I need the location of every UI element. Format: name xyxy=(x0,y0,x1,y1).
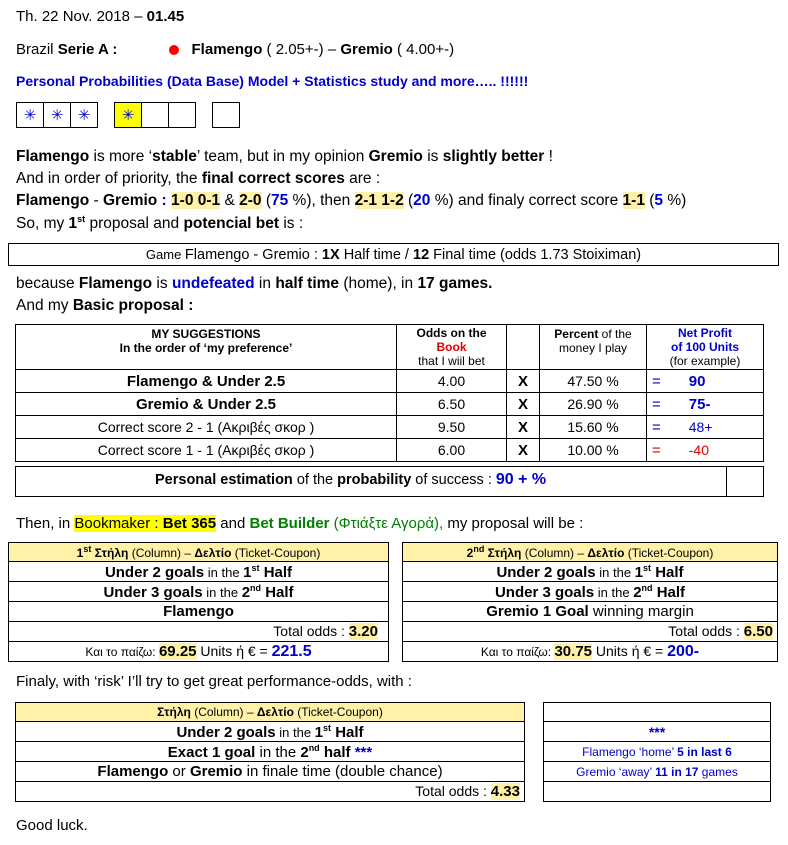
text: Then, in xyxy=(16,515,75,532)
text-bold: half time xyxy=(275,275,340,292)
home-odds: ( 2.05+-) – xyxy=(262,41,341,58)
estimation-text xyxy=(155,471,546,489)
para-line-4 xyxy=(16,214,303,233)
text: Game xyxy=(145,247,185,262)
text: 11 in 17 xyxy=(655,764,699,779)
coupon-row xyxy=(403,582,778,602)
text: Half xyxy=(259,563,293,581)
coupon-3 xyxy=(15,702,525,802)
text: (for example) xyxy=(669,354,741,368)
text: Half xyxy=(652,583,686,601)
coupon-title xyxy=(9,543,389,562)
star-box: ✳ xyxy=(70,102,98,128)
table-row xyxy=(16,439,764,462)
score-highlight: 2-0 xyxy=(239,192,262,209)
stake-value: 30.75 xyxy=(554,642,593,660)
text: Και το παίζω: xyxy=(480,644,555,659)
team-gremio: Gremio xyxy=(102,192,158,209)
text: because xyxy=(16,275,79,292)
text-bold: final correct scores xyxy=(201,170,345,187)
text: %) xyxy=(663,192,687,209)
text-bold: 1X xyxy=(321,247,340,263)
score-highlight: 1-1 xyxy=(622,192,645,209)
table-row xyxy=(16,370,764,393)
coupon-header xyxy=(9,543,389,562)
text-bold: slightly better xyxy=(442,148,545,165)
odds: 6.50 xyxy=(397,393,507,416)
text: Half xyxy=(261,583,294,601)
model-title: Personal Probabilities (Data Base) Model + Statistics study and more….. !!!!!! xyxy=(16,73,529,89)
sup: st xyxy=(323,722,332,733)
coupon-selection xyxy=(403,562,778,582)
coupon-1 xyxy=(8,542,389,662)
text: In the order of ‘my preference’ xyxy=(119,341,293,355)
away-odds: ( 4.00+-) xyxy=(392,41,455,58)
sup: nd xyxy=(641,582,653,593)
text: Half xyxy=(651,563,684,581)
text: and xyxy=(216,515,250,532)
text: (Ticket-Coupon) xyxy=(624,546,714,560)
coupon-row xyxy=(403,602,778,622)
coupon-selection xyxy=(403,602,778,622)
total-odds xyxy=(9,622,389,642)
table-row xyxy=(16,393,764,416)
text: %) and finaly correct score xyxy=(430,192,623,209)
text: Gremio ‘away’ xyxy=(576,764,656,779)
time-text: 01.45 xyxy=(146,8,185,25)
stake xyxy=(9,642,389,662)
probability-value: 90 + % xyxy=(495,471,547,488)
profit-cell xyxy=(647,370,764,393)
side-stats xyxy=(543,702,771,802)
home-team: Flamengo xyxy=(191,41,263,58)
percent: 20 xyxy=(413,192,431,209)
text: 1 xyxy=(76,546,84,560)
text: Half xyxy=(331,723,364,741)
text: %), then xyxy=(288,192,355,209)
coupon-selection xyxy=(16,762,525,782)
coupon-selection xyxy=(16,722,525,742)
text: Στήλη xyxy=(484,546,522,560)
closing-text: Good luck. xyxy=(16,817,88,834)
text: proposal and xyxy=(85,215,184,233)
text: Under 2 goals xyxy=(496,563,596,581)
table-row xyxy=(16,416,764,439)
coupon-total-row xyxy=(16,782,525,802)
para-line-2 xyxy=(16,170,380,188)
table-header-row xyxy=(16,325,764,370)
text: Gremio 1 Goal xyxy=(486,603,589,620)
text: Στήλη xyxy=(91,546,129,560)
coupon-selection xyxy=(403,582,778,602)
coupon-stake-row xyxy=(9,642,389,662)
text-bold: stable xyxy=(152,148,197,165)
text: (Column) – xyxy=(190,705,257,719)
text: is more ‘ xyxy=(89,148,153,165)
text-bold: undefeated xyxy=(171,275,255,292)
text: Odds on the xyxy=(416,326,487,340)
percent: 5 xyxy=(654,192,664,209)
text: So, my xyxy=(16,215,69,233)
away-team: Gremio xyxy=(340,41,393,58)
text: in the xyxy=(275,724,315,740)
text: games xyxy=(698,764,738,779)
stake-value: 69.25 xyxy=(158,642,197,660)
text-bold: Basic proposal : xyxy=(72,297,194,314)
coupon-header xyxy=(403,543,778,562)
header-profit xyxy=(647,325,764,370)
total-odds xyxy=(16,782,525,802)
text: ( xyxy=(261,192,271,209)
coupon-2 xyxy=(402,542,778,662)
bookmaker-name: Bet 365 xyxy=(162,515,217,532)
text: : xyxy=(157,192,172,209)
coupon-title xyxy=(403,543,778,562)
text: Under 2 goals xyxy=(176,723,276,741)
stake-return: 221.5 xyxy=(271,642,312,660)
sup: st xyxy=(251,562,260,573)
finaly-line: Finaly, with ‘risk’ I’ll try to get great performance-odds, with : xyxy=(16,673,412,690)
coupon-row xyxy=(403,562,778,582)
text: 1 xyxy=(634,563,644,581)
score-highlight: 1-0 0-1 xyxy=(171,192,221,209)
text: 5 in last 6 xyxy=(677,744,732,759)
coupon-selection: Flamengo xyxy=(9,602,389,622)
star-box: ✳ xyxy=(16,102,44,128)
text: is xyxy=(422,148,443,165)
rating-boxes xyxy=(16,102,239,128)
text: ’ team, but in my opinion xyxy=(196,148,369,165)
text: in the xyxy=(595,564,635,580)
text: And my xyxy=(16,297,73,314)
text: Units ή € = xyxy=(196,642,272,659)
header-suggestions xyxy=(16,325,397,370)
sup: st xyxy=(77,214,86,224)
text: that I wiil bet xyxy=(418,354,485,368)
team-flamengo: Flamengo xyxy=(16,148,90,165)
percent: 10.00 % xyxy=(540,439,647,462)
side-empty xyxy=(544,782,771,802)
text: of 100 Units xyxy=(670,340,739,354)
para-line-1 xyxy=(16,148,553,166)
side-row xyxy=(544,703,771,722)
text: Final time (odds 1.73 Stoiximan) xyxy=(429,247,642,263)
suggestion-name: Correct score 1 - 1 (Ακριβές σκορ ) xyxy=(16,439,397,462)
percent: 75 xyxy=(270,192,289,209)
text: (Φτιάξτε Αγορά), xyxy=(329,515,444,532)
text: Under 3 goals xyxy=(103,583,203,601)
text: in the xyxy=(202,584,242,600)
text: ! xyxy=(544,148,553,165)
text: of success : xyxy=(411,472,496,488)
text: my proposal will be : xyxy=(443,515,584,532)
text: Total odds : xyxy=(668,623,744,639)
date-text: Th. 22 Nov. 2018 – xyxy=(16,8,147,25)
match-teams xyxy=(169,41,454,58)
profit: -40 xyxy=(688,441,709,458)
text-bold: potencial bet xyxy=(183,215,280,233)
league: Serie A : xyxy=(57,41,118,58)
text: Net Profit xyxy=(678,326,732,340)
basic-line xyxy=(16,297,193,315)
suggestion-name: Gremio & Under 2.5 xyxy=(16,393,397,416)
total-odds-value: 3.20 xyxy=(348,623,378,640)
text: in the xyxy=(594,584,634,600)
star-box: ✳ xyxy=(43,102,71,128)
coupon-title xyxy=(16,703,525,722)
text: Flamengo - Gremio : xyxy=(184,247,322,263)
side-stars: *** xyxy=(544,722,771,742)
coupon-header xyxy=(16,703,525,722)
total-odds-value: 6.50 xyxy=(743,623,773,640)
sup: nd xyxy=(250,582,262,593)
eq: = xyxy=(652,395,661,413)
text: in the xyxy=(255,743,301,761)
profit-cell xyxy=(647,393,764,416)
para-line-3 xyxy=(16,192,686,210)
sup: st xyxy=(643,562,652,573)
x-mark: X xyxy=(507,393,540,416)
text-bold: 12 xyxy=(413,247,430,263)
coupon-row xyxy=(16,722,525,742)
text: Total odds : xyxy=(415,783,491,799)
text: (Column) – xyxy=(521,546,588,560)
text: - xyxy=(89,192,103,209)
eq: = xyxy=(652,441,661,459)
text: 2 xyxy=(241,583,251,601)
live-dot-icon xyxy=(169,45,179,55)
percent: 47.50 % xyxy=(540,370,647,393)
text: And in order of priority, the xyxy=(16,170,202,187)
country: Brazil xyxy=(16,41,58,58)
star-box xyxy=(168,102,196,128)
total-odds-value: 4.33 xyxy=(490,783,520,800)
x-mark: X xyxy=(507,439,540,462)
text: Exact 1 goal xyxy=(167,743,256,761)
text: 2 xyxy=(633,583,642,601)
text-bold: 17 games. xyxy=(417,275,493,292)
match-line xyxy=(16,41,117,58)
team-flamengo: Flamengo xyxy=(16,192,90,209)
date-line xyxy=(16,8,184,25)
team-gremio: Gremio xyxy=(368,148,423,165)
side-row xyxy=(544,722,771,742)
profit: 75- xyxy=(688,395,711,413)
text: Total odds : xyxy=(273,623,349,639)
coupon-row xyxy=(9,602,389,622)
text: Half time / xyxy=(339,247,413,263)
text: money I play xyxy=(558,341,628,355)
star-box xyxy=(195,102,213,128)
odds: 9.50 xyxy=(397,416,507,439)
text-bold: Personal estimation xyxy=(155,472,293,488)
then-line xyxy=(16,515,583,532)
eq: = xyxy=(652,418,661,436)
game-box xyxy=(8,243,779,266)
text: *** xyxy=(350,743,373,761)
bookmaker-label: Bookmaker : xyxy=(74,515,163,532)
header-x xyxy=(507,325,540,370)
text: (home), in xyxy=(339,275,418,292)
coupon-selection xyxy=(9,562,389,582)
side-row xyxy=(544,762,771,782)
coupon-row xyxy=(9,562,389,582)
star-box xyxy=(97,102,115,128)
text: is xyxy=(152,275,172,292)
side-empty xyxy=(544,703,771,722)
profit-cell xyxy=(647,416,764,439)
score-highlight: 2-1 1-2 xyxy=(354,192,404,209)
odds: 6.00 xyxy=(397,439,507,462)
text: Book xyxy=(436,340,467,354)
text: or xyxy=(168,763,190,780)
stake xyxy=(403,642,778,662)
eq: = xyxy=(652,372,661,390)
odds: 4.00 xyxy=(397,370,507,393)
coupon-row xyxy=(9,582,389,602)
text: (Ticket-Coupon) xyxy=(231,546,321,560)
text: Under 2 goals xyxy=(104,563,205,581)
coupon-selection xyxy=(9,582,389,602)
text: Percent xyxy=(554,327,599,341)
header-percent xyxy=(540,325,647,370)
divider xyxy=(726,467,727,496)
text: Δελτίο xyxy=(587,546,625,560)
text: (Ticket-Coupon) xyxy=(293,705,383,719)
text-bold: 1 xyxy=(68,215,78,233)
coupon-total-row xyxy=(9,622,389,642)
text: in finale time (double chance) xyxy=(242,763,443,780)
star-box-highlight: ✳ xyxy=(114,102,142,128)
side-row xyxy=(544,742,771,762)
text-bold: probability xyxy=(337,472,412,488)
side-stat xyxy=(544,762,771,782)
coupon-row xyxy=(16,742,525,762)
text: 2 xyxy=(466,546,474,560)
coupon-stake-row xyxy=(403,642,778,662)
text: (Column) – xyxy=(128,546,195,560)
text: Δελτίο xyxy=(194,546,232,560)
sup: st xyxy=(83,544,92,554)
percent: 15.60 % xyxy=(540,416,647,439)
star-box xyxy=(141,102,169,128)
text: Flamengo ‘home’ xyxy=(582,744,678,759)
side-row xyxy=(544,782,771,802)
text: Gremio xyxy=(189,763,243,780)
text: MY SUGGESTIONS xyxy=(151,327,261,341)
suggestions-table xyxy=(15,324,764,462)
profit: 48+ xyxy=(688,418,713,435)
text: ( xyxy=(403,192,414,209)
total-odds xyxy=(403,622,778,642)
sup: nd xyxy=(308,742,320,753)
suggestion-name: Correct score 2 - 1 (Ακριβές σκορ ) xyxy=(16,416,397,439)
text: is : xyxy=(279,215,304,233)
profit-cell xyxy=(647,439,764,462)
side-stat xyxy=(544,742,771,762)
text: Under 3 goals xyxy=(494,583,595,601)
team-flamengo: Flamengo xyxy=(78,275,153,292)
coupon-row xyxy=(16,762,525,782)
text: winning margin xyxy=(588,603,694,620)
estimation-box xyxy=(15,466,764,497)
x-mark: X xyxy=(507,416,540,439)
text: ( xyxy=(644,192,655,209)
text: in xyxy=(254,275,276,292)
text: Και το παίζω: xyxy=(85,644,159,659)
star-box xyxy=(212,102,240,128)
profit: 90 xyxy=(688,372,706,390)
text: 1 xyxy=(314,723,324,741)
coupon-selection xyxy=(16,742,525,762)
header-odds xyxy=(397,325,507,370)
because-line xyxy=(16,275,492,293)
text: half xyxy=(319,743,351,761)
sup: nd xyxy=(473,544,485,554)
text: in the xyxy=(204,564,244,580)
stake-return: 200- xyxy=(667,642,700,660)
percent: 26.90 % xyxy=(540,393,647,416)
text: Δελτίο xyxy=(256,705,294,719)
suggestion-name: Flamengo & Under 2.5 xyxy=(16,370,397,393)
text: Units ή € = xyxy=(592,642,668,659)
coupon-total-row xyxy=(403,622,778,642)
text: 2 xyxy=(300,743,309,761)
text: Στήλη xyxy=(157,705,191,719)
text: & xyxy=(220,192,240,209)
text: 1 xyxy=(243,563,252,581)
x-mark: X xyxy=(507,370,540,393)
bet-builder: Bet Builder xyxy=(249,515,330,532)
text: of the xyxy=(598,327,632,341)
text: Flamengo xyxy=(97,763,169,780)
text: of the xyxy=(292,472,338,488)
text: are : xyxy=(344,170,381,187)
